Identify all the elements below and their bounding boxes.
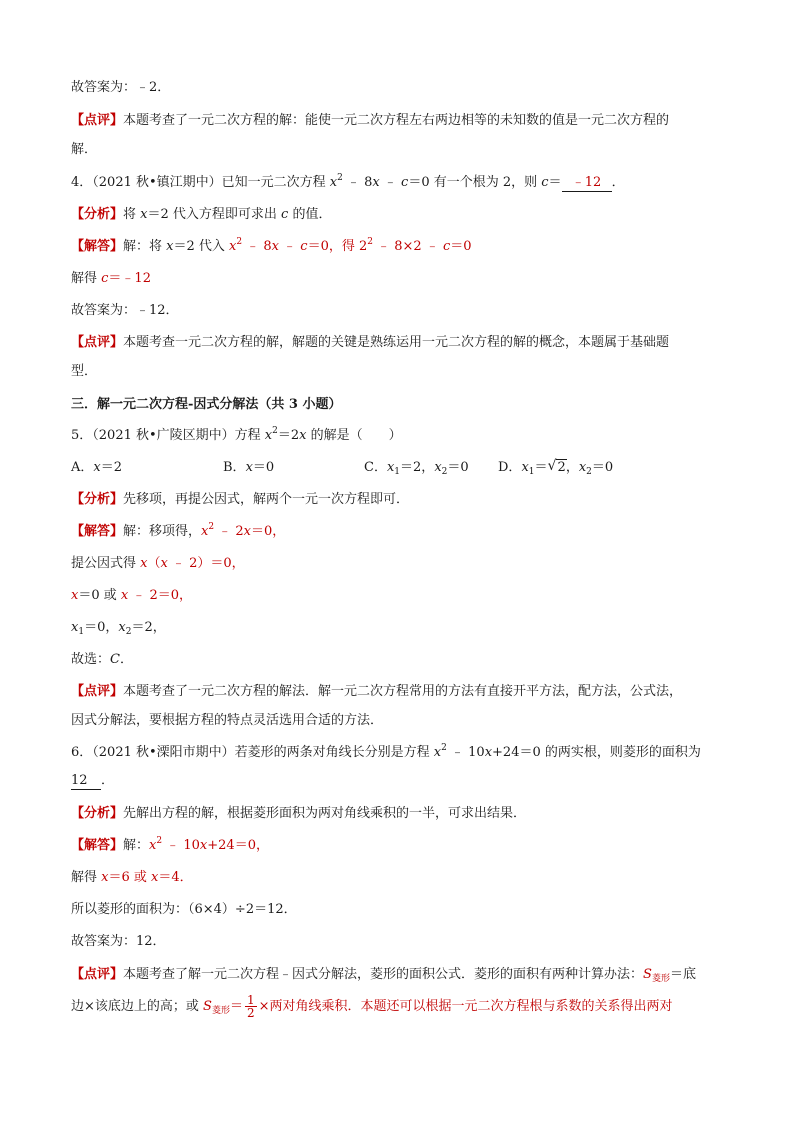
solution-5: 【解答】解：移项得，$x^2$ ﹣ 2x＝0， bbox=[71, 522, 286, 539]
option-a: A．x＝2 bbox=[71, 460, 123, 475]
solution-6: 【解答】解：$x^2$ ﹣ 10x+24＝0， bbox=[71, 836, 269, 853]
comment-5: 【点评】本题考查了一元二次方程的解法．解一元二次方程常用的方法有直接开平方法，配方法，公式法， bbox=[71, 684, 683, 699]
question-6-cont: 12 ． bbox=[71, 773, 115, 788]
option-b: B．x＝0 bbox=[223, 460, 275, 475]
analysis-5: 【分析】先移项，再提公因式，解两个一元一次方程即可． bbox=[71, 492, 410, 507]
option-d: D．$x_1=$ √ 2，$x_2=0$ bbox=[498, 458, 614, 477]
analysis-6: 【分析】先解出方程的解，根据菱形面积为两对角线乘积的一半，可求出结果． bbox=[71, 806, 527, 821]
comment-4-cont: 型． bbox=[71, 364, 98, 379]
answer-line: 故答案为：﹣2． bbox=[71, 80, 171, 95]
solution-6-line2: 解得 x＝6 或 x＝4． bbox=[71, 870, 193, 885]
comment-6: 【点评】本题考查了解一元二次方程﹣因式分解法，菱形的面积公式．菱形的面积有两种计算办法：$S_{菱形}=$底 bbox=[71, 967, 696, 984]
solution-4-line2: 解得 c＝﹣12 bbox=[71, 271, 151, 286]
comment-tag: 【点评】 bbox=[71, 113, 124, 128]
section-heading: 三．解一元二次方程-因式分解法（共 3 小题） bbox=[71, 397, 342, 412]
answer-blank: ﹣12 bbox=[562, 175, 612, 192]
answer-blank: 12 bbox=[71, 773, 101, 790]
solution-6-line3: 所以菱形的面积为：（6×4）÷2＝12． bbox=[71, 902, 297, 917]
solution-4: 【解答】解：将 x＝2 代入 $x^2$ ﹣ 8x ﹣ c＝0，得 $2^2$ ﹣ 8×2 ﹣ c＝0 bbox=[71, 237, 472, 254]
comment-5-cont: 因式分解法，要根据方程的特点灵活选用合适的方法． bbox=[71, 713, 384, 728]
question-4: 4．（2021 秋•镇江期中）已知一元二次方程 $x^2$ ﹣ 8x ﹣ c＝0 有一个根为 2，则 c＝ ﹣12 ． bbox=[71, 173, 625, 190]
comment-4: 【点评】本题考查一元二次方程的解，解题的关键是熟练运用一元二次方程的解的概念，本题属于基础题 bbox=[71, 335, 670, 350]
fraction-one-half: $\frac{1}{2}$ bbox=[246, 993, 255, 1020]
sqrt-symbol: √ 2 bbox=[547, 458, 566, 475]
comment-line: 【点评】本题考查了一元二次方程的解：能使一元二次方程左右两边相等的未知数的值是一元二次方程的 bbox=[71, 113, 670, 128]
solution-6-line4: 故答案为：12． bbox=[71, 934, 166, 949]
comment-6-cont: 边×该底边上的高；或 $S_{菱形}=$ $\frac{1}{2}$ ×两对角线乘积．本题还可以根据一元二次方程根与系数的关系得出两对 bbox=[71, 993, 673, 1020]
analysis-4: 【分析】将 x＝2 代入方程即可求出 c 的值． bbox=[71, 207, 332, 222]
option-c: C．$x_1=2$，$x_2=0$ bbox=[364, 460, 469, 477]
question-5: 5．（2021 秋•广陵区期中）方程 $x^2=2x$ 的解是（ ） bbox=[71, 426, 402, 443]
solution-5-line3: x＝0 或 x ﹣ 2＝0， bbox=[71, 588, 193, 603]
comment-line-cont: 解． bbox=[71, 142, 98, 157]
solution-5-line2: 提公因式得 x（x ﹣ 2）＝0， bbox=[71, 556, 245, 571]
question-6: 6．（2021 秋•溧阳市期中）若菱形的两条对角线长分别是方程 $x^2$ ﹣ 10x+24＝0 的两实根，则菱形的面积为 bbox=[71, 743, 701, 760]
solution-4-line3: 故答案为：﹣12． bbox=[71, 303, 179, 318]
solution-5-line4: $x_1=0$，$x_2=2$， bbox=[71, 620, 166, 637]
solution-5-line5: 故选：C． bbox=[71, 652, 133, 667]
